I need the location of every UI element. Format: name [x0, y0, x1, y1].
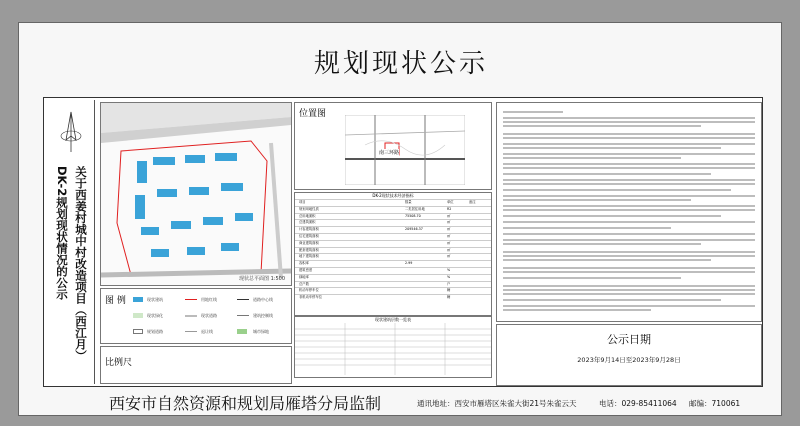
description-text-panel: [496, 102, 762, 322]
text-line: [503, 227, 671, 229]
side-title: 关于西姜村城中村改造项目（西江月）DK-2规划现状情况的公示: [55, 166, 88, 362]
table-cell: ㎡: [447, 240, 451, 245]
table-body: [295, 206, 491, 301]
table-cell: R2: [447, 206, 452, 211]
building: [153, 157, 175, 165]
text-line: [503, 137, 755, 139]
text-line: [503, 143, 755, 145]
text-line: [503, 255, 755, 257]
building: [187, 247, 205, 255]
table-cell: 总用地面积: [299, 213, 316, 218]
table-cell: 户: [447, 281, 451, 286]
text-line: [503, 221, 755, 223]
building: [151, 249, 169, 257]
text-line: [503, 215, 721, 217]
table-row: [295, 287, 491, 294]
legend-swatch: [133, 297, 143, 302]
text-line: [503, 121, 755, 123]
table-row: [295, 260, 491, 267]
legend-item: 规划道路: [147, 329, 163, 334]
publicity-board: [18, 22, 782, 416]
legend-item: 建筑控制线: [253, 313, 273, 318]
text-line: [503, 157, 681, 159]
table-row: [295, 226, 491, 233]
text-line: [503, 189, 731, 191]
table-cell: 配套建筑面积: [299, 247, 319, 252]
table-row: [295, 294, 491, 301]
table-cell: 绿地率: [299, 274, 309, 279]
table-cell: ㎡: [447, 213, 451, 218]
legend-swatch: [185, 315, 197, 317]
building: [221, 243, 239, 251]
table-header: 数量: [405, 200, 412, 204]
site-plan-map: [100, 102, 292, 286]
text-line: [503, 267, 755, 269]
legend-heading: 图 例: [105, 296, 126, 306]
building: [157, 189, 177, 197]
scale-heading: 比例尺: [105, 358, 133, 368]
table-cell: %: [447, 267, 451, 272]
text-line: [503, 167, 755, 169]
text-line: [503, 259, 711, 261]
legend-items: [129, 293, 289, 341]
footer-postcode: 邮编：710061: [689, 399, 741, 408]
table-header: 单位: [447, 200, 454, 204]
text-line: [503, 209, 755, 211]
building: [135, 195, 145, 219]
text-line: [503, 173, 711, 175]
table-cell: 计容建筑面积: [299, 227, 319, 232]
text-line: [503, 163, 755, 165]
footer: [43, 389, 763, 417]
table-cell: 非机动车停车位: [299, 295, 323, 300]
legend-item: 退让线: [201, 329, 213, 334]
table-cell: 机动车停车位: [299, 288, 319, 293]
building: [221, 183, 243, 191]
location-road-label: 南三环路: [379, 150, 400, 156]
text-line: [503, 277, 681, 279]
location-heading: 位置图: [299, 109, 327, 119]
text-line: [503, 271, 755, 273]
table-cell: 209546.37: [405, 227, 423, 232]
text-line: [503, 243, 701, 245]
building: [235, 213, 253, 221]
publicity-heading: 公示日期: [607, 333, 651, 346]
table-cell: ㎡: [447, 254, 451, 259]
table-header-row: [295, 199, 491, 206]
table-header: 备注: [469, 200, 476, 204]
text-line: [503, 179, 755, 181]
building-floor-table: [294, 316, 492, 378]
text-line: [503, 117, 755, 119]
text-line: [503, 305, 755, 307]
text-line: [503, 199, 691, 201]
table-row: [295, 253, 491, 260]
legend-item: 现状绿化: [147, 313, 163, 318]
side-strip: [46, 100, 95, 384]
text-line: [503, 289, 755, 291]
building: [141, 227, 159, 235]
table-cell: 建筑密度: [299, 267, 313, 272]
tech-indicator-table: [294, 192, 492, 316]
footer-phone: 电话：029-85411064: [599, 399, 677, 408]
building: [203, 217, 223, 225]
legend-swatch: [133, 329, 143, 334]
table-title: 现状建筑层数一览表: [375, 317, 411, 322]
text-line: [503, 239, 755, 241]
text-line: [503, 183, 755, 185]
text-line: [503, 299, 721, 301]
legend-item: 现状建筑: [147, 297, 163, 302]
publicity-date-panel: [496, 324, 762, 386]
table-header: 项目: [299, 200, 306, 204]
legend-swatch: [185, 299, 197, 300]
table-cell: 地下建筑面积: [299, 254, 319, 259]
legend-item: 城市绿地: [253, 329, 269, 334]
table-cell: 总户数: [299, 281, 309, 286]
text-line: [503, 251, 755, 253]
table-cell: 二类居住用地: [405, 206, 425, 211]
text-line: [503, 285, 755, 287]
table-row: [295, 213, 491, 220]
text-line: [503, 133, 755, 135]
table-cell: 规划用地性质: [299, 206, 319, 211]
table-row: [295, 240, 491, 247]
table-cell: 辆: [447, 288, 451, 293]
legend-swatch: [185, 331, 197, 332]
text-line: [503, 293, 755, 295]
table-cell: 75508.70: [405, 213, 421, 218]
table-row: [295, 281, 491, 288]
building: [137, 161, 147, 183]
table-cell: 总建筑面积: [299, 220, 316, 225]
text-line: [503, 195, 755, 197]
text-line: [503, 125, 701, 127]
table-cell: ㎡: [447, 247, 451, 252]
legend-swatch: [237, 315, 249, 316]
table-row: [295, 206, 491, 213]
table-row: [295, 267, 491, 274]
legend-swatch: [237, 299, 249, 300]
table-cell: 2.99: [405, 261, 413, 266]
text-line: [503, 153, 755, 155]
publicity-dates: 2023年9月14日至2023年9月28日: [577, 356, 681, 364]
legend-item: 现状道路: [201, 313, 217, 318]
legend-swatch: [237, 329, 247, 334]
building-table-grid: [295, 323, 491, 375]
text-line: [503, 111, 563, 113]
table-row: [295, 233, 491, 240]
legend-swatch: [133, 313, 143, 318]
north-arrow-icon: [54, 110, 88, 154]
map-scale-label: 现状总平面图 1:500: [239, 276, 285, 282]
footer-organization: 西安市自然资源和规划局雁塔分局监制: [109, 394, 382, 413]
text-line: [503, 309, 651, 311]
building: [189, 187, 209, 195]
board-title: 规划现状公示: [313, 49, 488, 79]
table-cell: ㎡: [447, 220, 451, 225]
legend-panel: [100, 288, 292, 344]
table-cell: %: [447, 274, 451, 279]
table-row: [295, 274, 491, 281]
text-line: [503, 233, 755, 235]
legend-item: 用地红线: [201, 297, 217, 302]
text-line: [503, 205, 755, 207]
table-cell: 容积率: [299, 261, 309, 266]
table-cell: 辆: [447, 295, 451, 300]
location-panel: [294, 102, 492, 190]
table-row: [295, 219, 491, 226]
table-cell: ㎡: [447, 227, 451, 232]
legend-item: 道路中心线: [253, 297, 273, 302]
scale-panel: [100, 346, 292, 384]
table-cell: 住宅建筑面积: [299, 233, 319, 238]
table-row: [295, 247, 491, 254]
building: [215, 153, 237, 161]
content-frame: [43, 97, 763, 387]
building: [185, 155, 205, 163]
table-cell: 商业建筑面积: [299, 240, 319, 245]
location-map: [345, 115, 465, 185]
text-line: [503, 147, 721, 149]
table-cell: ㎡: [447, 233, 451, 238]
table-title: DK-2现状技术经济指标: [372, 193, 414, 198]
building: [171, 221, 191, 229]
footer-address: 通讯地址：西安市雁塔区朱雀大街21号朱雀云天: [417, 399, 577, 408]
